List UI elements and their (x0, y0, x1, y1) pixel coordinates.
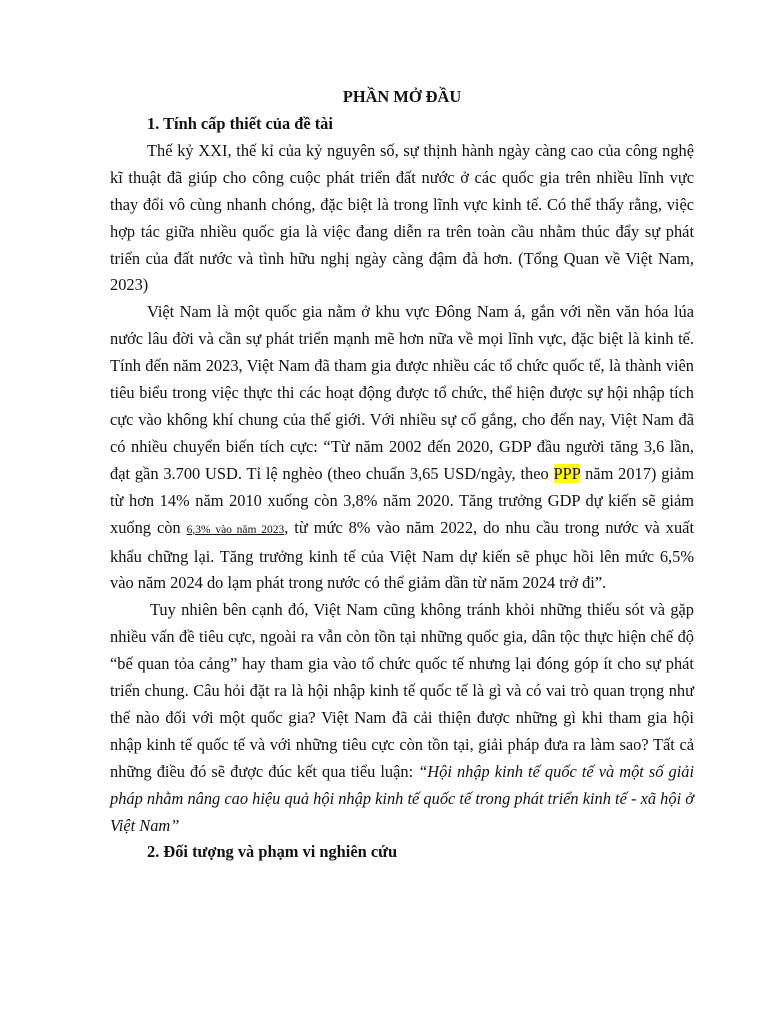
underlined-text-gdp-2023: 6,3% vào năm 2023 (186, 523, 285, 536)
highlighted-text-ppp: PPP (553, 463, 581, 483)
paragraph-vietnam-overview (110, 299, 694, 597)
paragraph-text: , từ mức 8% vào năm 2022, do nhu cầu trong nước và xuất khẩu chững lại. Tăng trưởng kinh tế của Việt Nam dự kiến sẽ phục hồi lên mức 6,5% vào năm 2024 do lạm phát trong nước có thể giảm dần từ năm 2024 trở đi”. (110, 517, 695, 593)
paragraph-intro: Thế kỷ XXI, thế kỉ của kỷ nguyên số, sự thịnh hành ngày càng cao của công nghệ kĩ thuật đã giúp cho công cuộc phát triển đất nước ở các quốc gia trên nhiều lĩnh vực thay đổi vô cùng nhanh chóng, đặc biệt là trong lĩnh vực kinh tế. Có thể thấy rằng, việc hợp tác giữa nhiều quốc gia là việc đang diễn ra trên toàn cầu nhằm thúc đẩy sự phát triển của đất nước và tình hữu nghị ngày càng đậm đà hơn. (Tổng Quan về Việt Nam, 2023) (110, 140, 694, 295)
page-title: PHẦN MỞ ĐẦU (342, 87, 462, 106)
document-body (110, 84, 694, 866)
paragraph-problem-statement (110, 597, 694, 839)
essay-title-italic: “Hội nhập kinh tế quốc tế và một số giải pháp nhằm nâng cao hiệu quả hội nhập kinh tế quốc tế trong phát triển kinh tế - xã hội ở Việt Nam” (110, 761, 695, 835)
section-heading-scope: 2. Đối tượng và phạm vi nghiên cứu (147, 842, 398, 862)
paragraph-text: Việt Nam là một quốc gia nằm ở khu vực Đông Nam á, gắn với nền văn hóa lúa nước lâu đời và cần sự phát triển mạnh mẽ hơn nữa về mọi lĩnh vực, đặc biệt là kinh tế. Tính đến năm 2023, Việt Nam đã tham gia được nhiều các tổ chức quốc tế, là thành viên tiêu biểu trong việc thực thi các hoạt động được tổ chức, thể hiện được sự hội nhập tích cực vào không khí chung của thế giới. Với nhiều sự cố gắng, cho đến nay, Việt Nam đã có nhiều chuyển biến tích cực: “Từ năm 2002 đến 2020, GDP đầu người tăng 3,6 lần, đạt gần 3.700 USD. Tỉ lệ nghèo (theo chuẩn 3,65 USD/ngày, theo (110, 302, 694, 483)
paragraph-text: Tuy nhiên bên cạnh đó, Việt Nam cũng không tránh khỏi những thiếu sót và gặp nhiều vấn đề tiêu cực, ngoài ra vẫn còn tồn tại những quốc gia, dân tộc thực hiện chế độ “bế quan tỏa cảng” hay tham gia vào tổ chức quốc tế nhưng lại đóng góp ít cho sự phát triển chung. Câu hỏi đặt ra là hội nhập kinh tế quốc tế là gì và có vai trò quan trọng như thế nào đối với một quốc gia? Việt Nam đã cải thiện được những gì khi tham gia hội nhập kinh tế quốc tế và với những tiêu cực còn tồn tại, giải pháp đưa ra làm sao? Tất cả những điều đó sẽ được đúc kết qua tiểu luận: (110, 600, 694, 781)
paragraph-text: năm 2017) giảm từ hơn 14% năm 2010 xuống còn 3,8% năm 2020. Tăng trưởng GDP dự kiến sẽ giảm xuống còn (110, 463, 694, 537)
section-heading-urgency: 1. Tính cấp thiết của đề tài (147, 114, 333, 133)
